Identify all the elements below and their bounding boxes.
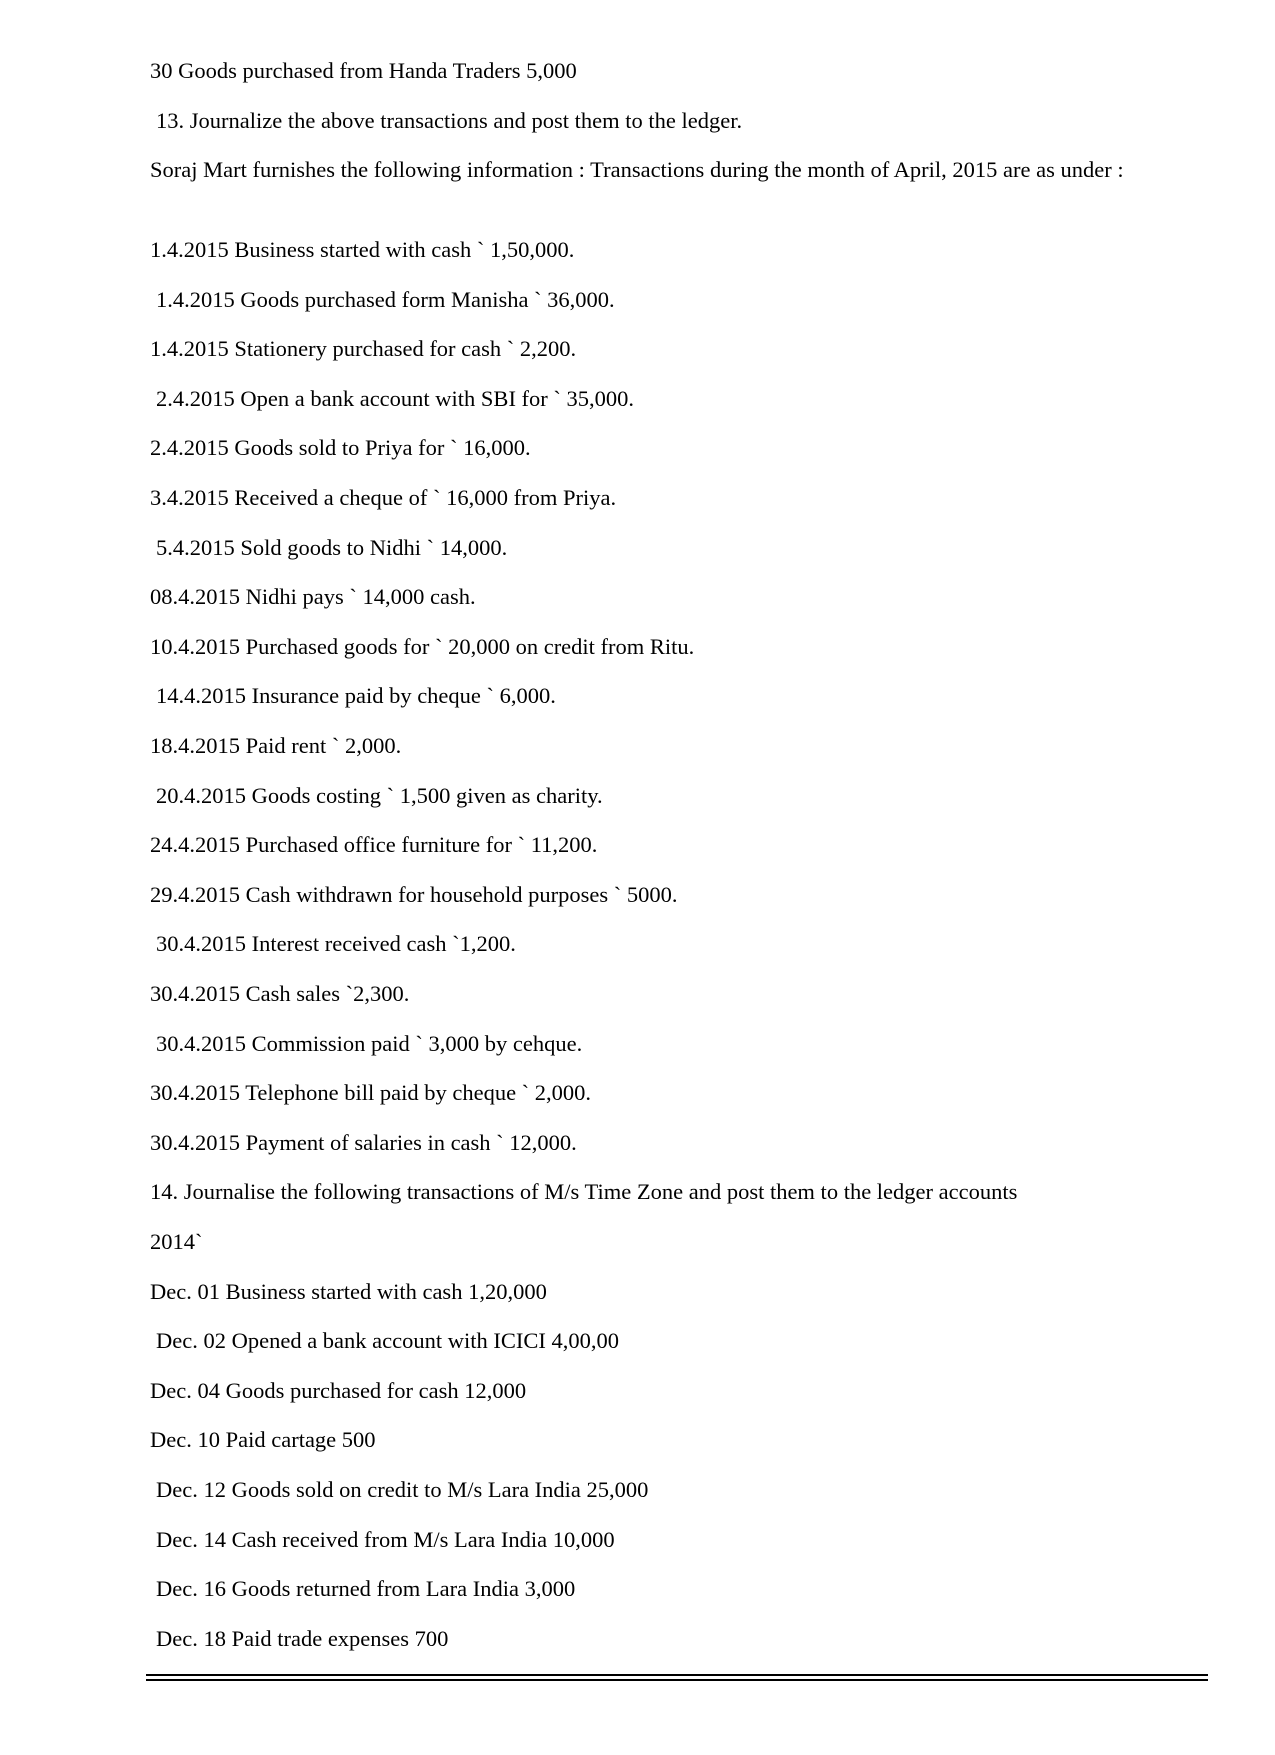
transaction-line: 2.4.2015 Goods sold to Priya for ` 16,000. [150, 435, 531, 460]
transaction-line: 30.4.2015 Commission paid ` 3,000 by cehque. [156, 1031, 583, 1056]
transaction-line: Dec. 12 Goods sold on credit to M/s Lara India 25,000 [156, 1477, 649, 1502]
transaction-line: 5.4.2015 Sold goods to Nidhi ` 14,000. [156, 535, 508, 560]
footer-rule-bottom [146, 1679, 1208, 1681]
transaction-line: 1.4.2015 Stationery purchased for cash ` 2,200. [150, 336, 577, 361]
question-13-heading: 13. Journalize the above transactions and post them to the ledger. [156, 108, 743, 133]
transaction-line: 1.4.2015 Business started with cash ` 1,50,000. [150, 237, 575, 262]
transaction-line: 1.4.2015 Goods purchased form Manisha ` 36,000. [156, 287, 615, 312]
footer-rule-top [146, 1674, 1208, 1676]
transaction-line: 20.4.2015 Goods costing ` 1,500 given as charity. [156, 783, 603, 808]
transaction-line: Dec. 14 Cash received from M/s Lara India 10,000 [156, 1527, 615, 1552]
transaction-line: 2.4.2015 Open a bank account with SBI for ` 35,000. [156, 386, 635, 411]
transaction-line: 18.4.2015 Paid rent ` 2,000. [150, 733, 402, 758]
transaction-line: Dec. 04 Goods purchased for cash 12,000 [150, 1378, 527, 1403]
transaction-line: 10.4.2015 Purchased goods for ` 20,000 on credit from Ritu. [150, 634, 695, 659]
transaction-line: 08.4.2015 Nidhi pays ` 14,000 cash. [150, 584, 476, 609]
question-14-heading: 14. Journalise the following transactions of M/s Time Zone and post them to the ledger accounts [150, 1179, 1018, 1204]
transaction-line: Dec. 02 Opened a bank account with ICICI 4,00,00 [156, 1328, 619, 1353]
transaction-line: Dec. 18 Paid trade expenses 700 [156, 1626, 449, 1651]
transaction-line: Dec. 10 Paid cartage 500 [150, 1427, 376, 1452]
year-label: 2014` [150, 1229, 203, 1254]
soraj-mart-intro: Soraj Mart furnishes the following information : Transactions during the month of April, 2015 are as under : [150, 157, 1124, 182]
transaction-line: 14.4.2015 Insurance paid by cheque ` 6,000. [156, 683, 556, 708]
transaction-line: 30.4.2015 Cash sales `2,300. [150, 981, 410, 1006]
transaction-line: 24.4.2015 Purchased office furniture for ` 11,200. [150, 832, 598, 857]
transaction-line: Dec. 16 Goods returned from Lara India 3,000 [156, 1576, 576, 1601]
transaction-line: 29.4.2015 Cash withdrawn for household purposes ` 5000. [150, 882, 678, 907]
transaction-line: Dec. 01 Business started with cash 1,20,000 [150, 1279, 547, 1304]
transaction-line: 30.4.2015 Payment of salaries in cash ` 12,000. [150, 1130, 577, 1155]
transaction-line: 30.4.2015 Interest received cash `1,200. [156, 931, 516, 956]
text-line: 30 Goods purchased from Handa Traders 5,000 [150, 58, 577, 83]
transaction-line: 30.4.2015 Telephone bill paid by cheque ` 2,000. [150, 1080, 592, 1105]
transaction-line: 3.4.2015 Received a cheque of ` 16,000 from Priya. [150, 485, 617, 510]
